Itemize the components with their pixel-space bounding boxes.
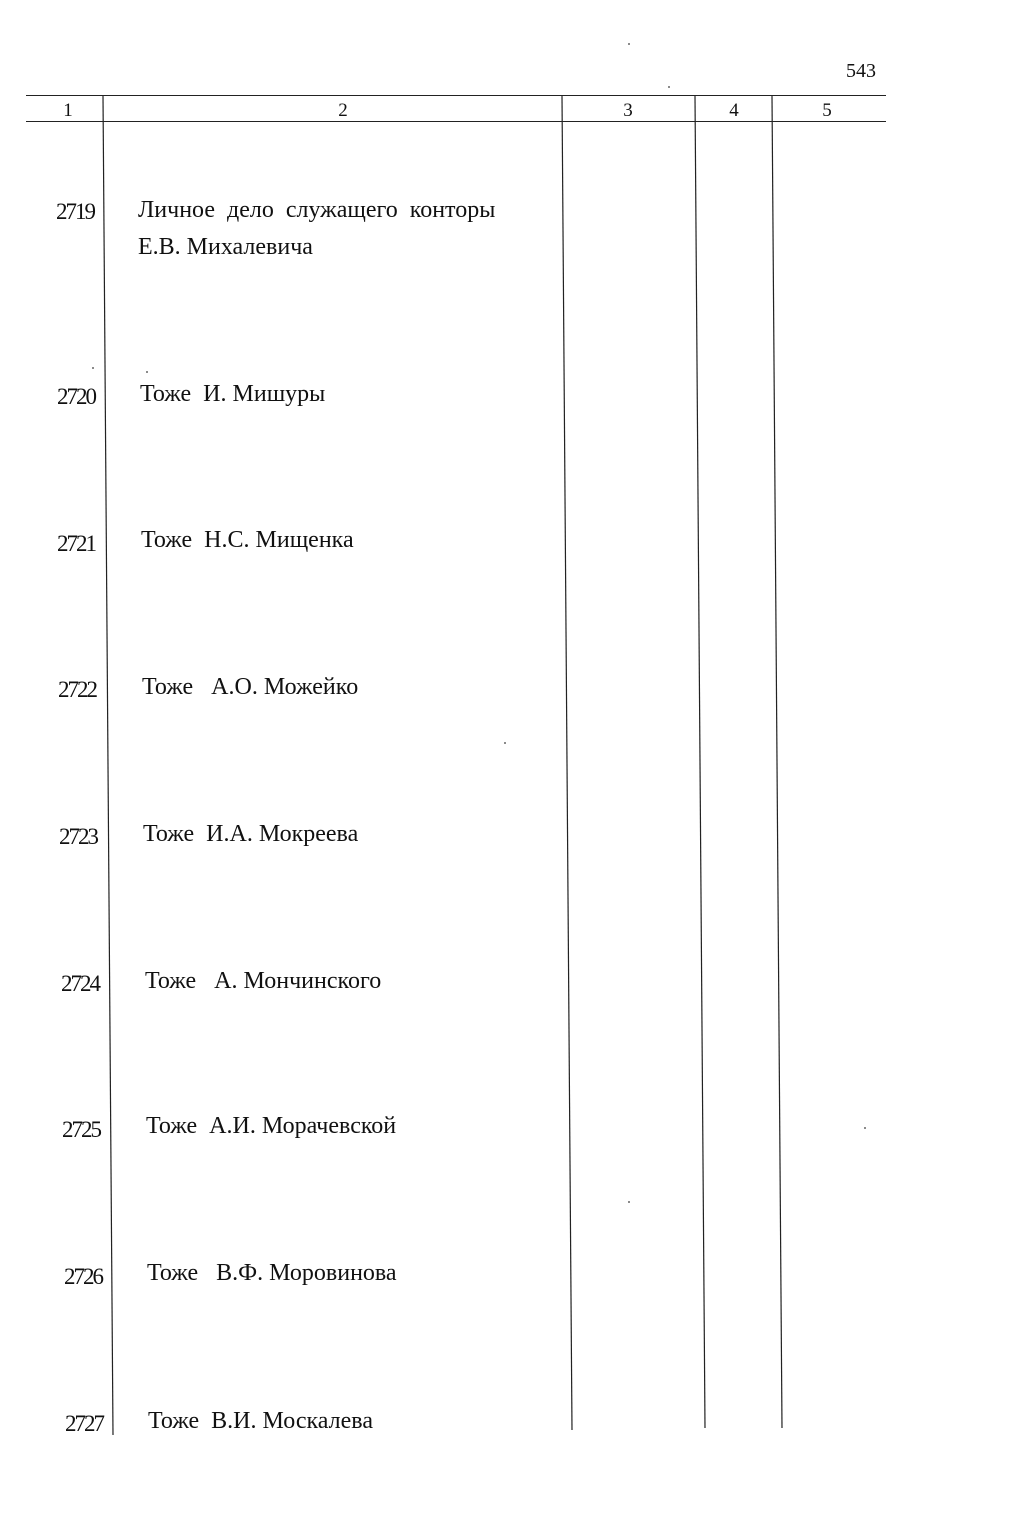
scan-speck xyxy=(504,742,506,744)
entry-description: Тоже И. Мишуры xyxy=(140,381,326,407)
divider-1-2 xyxy=(103,96,113,1435)
entry-description: Тоже В.И. Москалева xyxy=(148,1408,373,1434)
column-header-2: 2 xyxy=(338,100,348,121)
entry-number: 2722 xyxy=(58,677,96,702)
entry-description: Тоже А.И. Морачевской xyxy=(146,1113,397,1139)
entry-description: Тоже Н.С. Мищенка xyxy=(141,527,354,553)
page-number: 543 xyxy=(846,60,876,82)
column-header-5: 5 xyxy=(822,100,832,121)
scan-speck xyxy=(668,86,670,88)
entry-number: 2720 xyxy=(57,384,95,409)
entry-number: 2721 xyxy=(57,531,95,556)
entry-description-continued: Е.В. Михалевича xyxy=(138,234,313,260)
entry-description: Тоже В.Ф. Моровинова xyxy=(147,1260,397,1286)
divider-3-4 xyxy=(695,96,705,1428)
scan-speck xyxy=(628,43,630,45)
scan-speck xyxy=(628,1201,630,1203)
scan-speck xyxy=(92,367,94,369)
entry-description: Личное дело служащего конторы xyxy=(138,197,496,223)
entry-description: Тоже И.А. Мокреева xyxy=(143,821,359,847)
divider-2-3 xyxy=(562,96,572,1430)
column-header-1: 1 xyxy=(63,100,73,121)
column-header-4: 4 xyxy=(729,100,739,121)
entry-number: 2724 xyxy=(61,971,99,996)
entry-number: 2726 xyxy=(64,1264,102,1289)
entry-description: Тоже А.О. Можейко xyxy=(142,674,359,700)
scan-speck xyxy=(864,1127,866,1129)
scan-speck xyxy=(146,371,148,373)
entry-description: Тоже А. Мончинского xyxy=(145,968,382,994)
entry-number: 2727 xyxy=(65,1411,103,1436)
entry-number: 2719 xyxy=(56,199,94,224)
entry-number: 2725 xyxy=(62,1117,100,1142)
column-header-3: 3 xyxy=(623,100,633,121)
entry-number: 2723 xyxy=(59,824,97,849)
divider-4-5 xyxy=(772,96,782,1428)
